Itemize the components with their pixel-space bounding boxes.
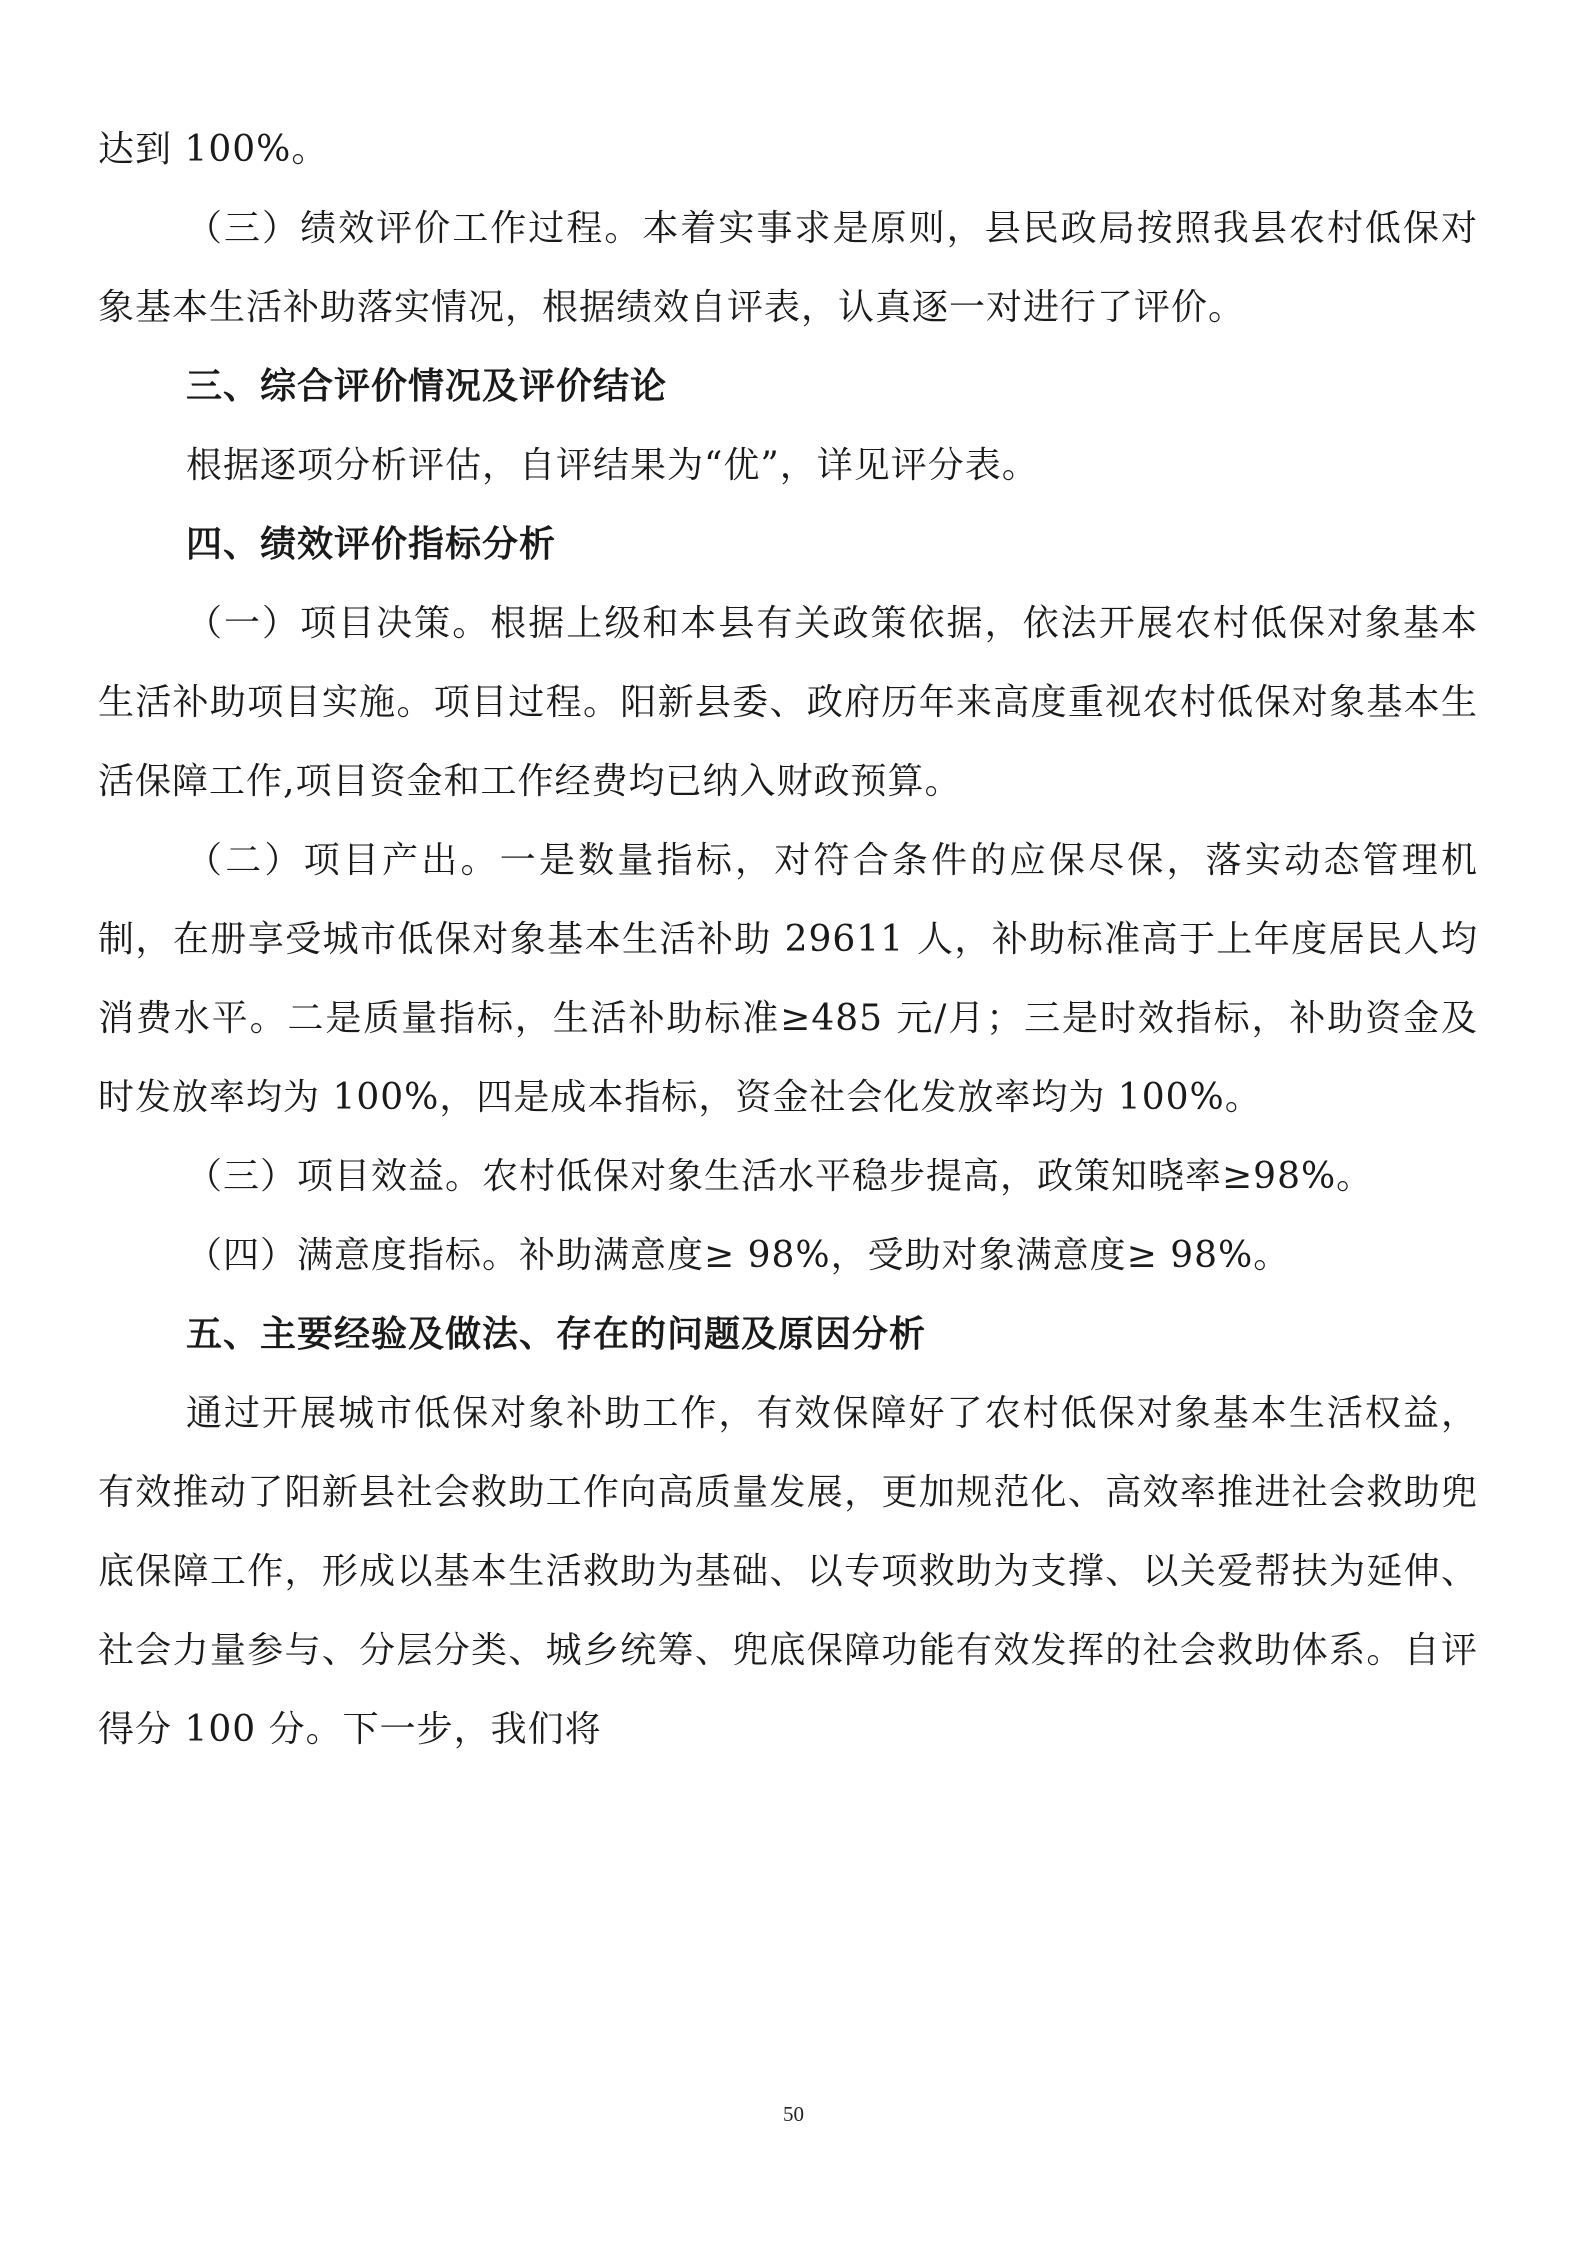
paragraph-continuation: 达到 100%。 (98, 129, 329, 170)
section-heading-3: 三、综合评价情况及评价结论 (186, 365, 668, 407)
paragraph-evaluation-conclusion: 根据逐项分析评估，自评结果为“优”，详见评分表。 (186, 445, 1039, 486)
section-heading-4: 四、绩效评价指标分析 (186, 523, 557, 565)
paragraph-satisfaction: （四）满意度指标。补助满意度≥ 98%，受助对象满意度≥ 98%。 (186, 1235, 1291, 1276)
paragraph-project-output: （二）项目产出。一是数量指标，对符合条件的应保尽保，落实动态管理机制，在册享受城市低保对象基本生活补助 29611 人，补助标准高于上年度居民人均消费水平。二是质量指标，生活补助标准≥485 元/月；三是时效指标，补助资金及时发放率均为 100%，四是成本指标，资金社会化发放率均为 100%。 (98, 840, 1478, 1118)
section-heading-5: 五、主要经验及做法、存在的问题及原因分析 (186, 1313, 927, 1355)
paragraph-evaluation-process: （三）绩效评价工作过程。本着实事求是原则，县民政局按照我县农村低保对象基本生活补助落实情况，根据绩效自评表，认真逐一对进行了评价。 (98, 208, 1478, 328)
paragraph-project-decision: （一）项目决策。根据上级和本县有关政策依据，依法开展农村低保对象基本生活补助项目实施。项目过程。阳新县委、政府历年来高度重视农村低保对象基本生活保障工作,项目资金和工作经费均已纳入财政预算。 (98, 603, 1478, 802)
paragraph-experience: 通过开展城市低保对象补助工作，有效保障好了农村低保对象基本生活权益，有效推动了阳新县社会救助工作向高质量发展，更加规范化、高效率推进社会救助兜底保障工作，形成以基本生活救助为基础、以专项救助为支撑、以关爱帮扶为延伸、社会力量参与、分层分类、城乡统筹、兜底保障功能有效发挥的社会救助体系。自评得分 100 分。下一步，我们将 (98, 1393, 1478, 1750)
page-number: 50 (783, 2102, 804, 2126)
document-body (98, 110, 1478, 1769)
paragraph-project-benefit: （三）项目效益。农村低保对象生活水平稳步提高，政策知晓率≥98%。 (186, 1156, 1374, 1197)
